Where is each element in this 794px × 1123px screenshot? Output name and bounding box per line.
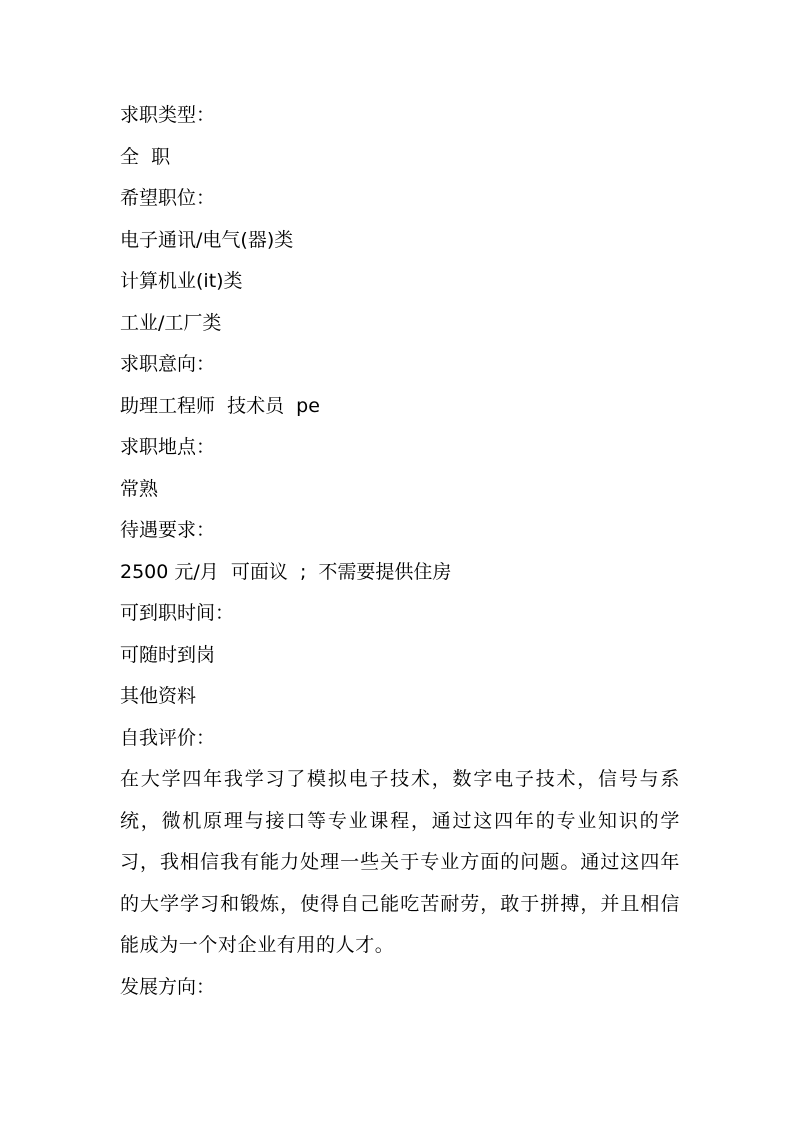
desired-position-label: 希望职位： [120, 187, 216, 209]
other-info-heading: 其他资料 [120, 685, 197, 707]
job-type-label: 求职类型： [120, 104, 216, 126]
salary-label: 待遇要求： [120, 519, 216, 541]
start-date-label: 可到职时间： [120, 602, 235, 624]
desired-position-item: 计算机业(it)类 [120, 270, 243, 292]
self-evaluation-label: 自我评价： [120, 726, 216, 749]
location-value: 常熟 [120, 477, 159, 500]
resume-content [120, 95, 680, 1008]
development-direction-label: 发展方向： [120, 975, 216, 998]
self-evaluation-text: 在大学四年我学习了模拟电子技术，数字电子技术，信号与系统，微机原理与接口等专业课程，通过这四年的专业知识的学习，我相信我有能力处理一些关于专业方面的问题。通过这四年的大学学习和锻炼，使得自己能吃苦耐劳，敢于拼搏，并且相信能成为一个对企业有用的人才。 [120, 768, 680, 956]
start-date-value: 可随时到岗 [120, 643, 216, 666]
desired-position-item: 电子通讯/电气(器)类 [120, 228, 294, 251]
salary-value: 2500 元/月 可面议 ; 不需要提供住房 [120, 560, 452, 583]
location-label: 求职地点： [120, 436, 216, 458]
desired-position-item: 工业/工厂类 [120, 311, 222, 334]
intention-value: 助理工程师 技术员 pe [120, 394, 320, 417]
job-type-value: 全 职 [120, 145, 171, 168]
intention-label: 求职意向： [120, 353, 216, 375]
